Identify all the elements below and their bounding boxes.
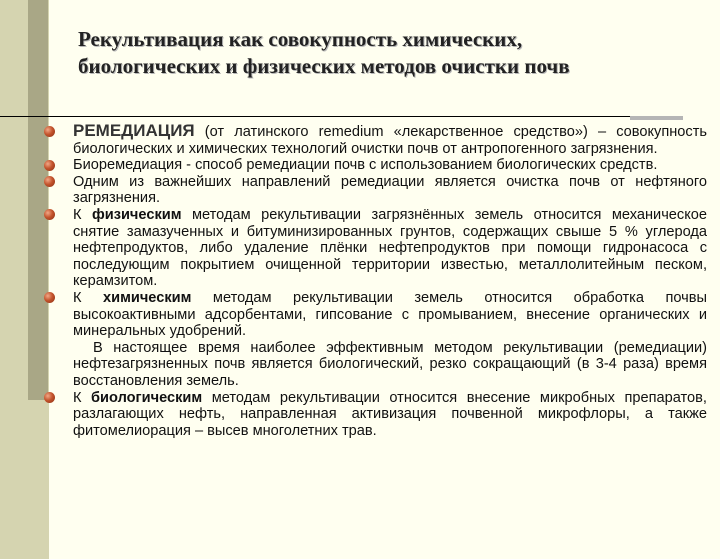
- bullet-item-remediation: [73, 123, 707, 157]
- bullet-item-chemical: [73, 290, 707, 340]
- note-paragraph: В настоящее время наиболее эффективным методом рекультивации (ремедиации) нефтезагрязненных почв является биологический, резко сокращающий (в 3-4 раза) время восстановления земель.: [73, 339, 707, 389]
- divider-accent: [630, 116, 683, 120]
- bullet-icon: [44, 160, 55, 171]
- bullet-item-biological: [73, 390, 707, 440]
- bullet-icon: [44, 126, 55, 137]
- title-line-2: биологических и физических методов очистки почв: [78, 54, 570, 78]
- bullet-item-physical: [73, 207, 707, 290]
- bullet-item-oil-cleanup: [73, 174, 707, 207]
- bullet-icon: [44, 176, 55, 187]
- term-biological: биологическим: [91, 389, 203, 406]
- item-text: методам рекультивации загрязнённых земель относится механическое снятие замазученных и битуминизированных грунтов, содержащих свыше 5 % углерода нефтепродуктов, либо удаление плёнки нефтепродуктов при помощи гидронасоса с последующим покрытием очищенной территории известью, металлолитейным песком, керамзитом.: [73, 206, 707, 290]
- item-text: Биоремедиация - способ ремедиации почв с использованием биологических средств.: [73, 157, 658, 174]
- item-prefix: К: [73, 206, 92, 223]
- item-text: (от латинского remedium «лекарственное средство») – совокупность биологических и химических технологий очистки почв от антропогенного загрязнения.: [73, 124, 707, 157]
- title-divider: [0, 116, 683, 117]
- item-text: методам рекультивации земель относится обработка почвы высокоактивными адсорбентами, гипсование с промыванием, внесение органических и минеральных удобрений.: [73, 289, 708, 340]
- bullet-item-bioremediation: [73, 157, 707, 174]
- bullet-icon: [44, 292, 55, 303]
- item-text: методам рекультивации относится внесение микробных препаратов, разлагающих нефть, направленная активизация почвенной микрофлоры, а также фитомелиорация – высев многолетних трав.: [73, 389, 707, 439]
- slide-title: [78, 26, 698, 80]
- term-chemical: химическим: [102, 289, 192, 306]
- bullet-icon: [44, 209, 55, 220]
- bullet-icon: [44, 392, 55, 403]
- slide-body: [73, 123, 707, 439]
- item-prefix: К: [73, 389, 92, 406]
- item-prefix: К: [73, 289, 103, 306]
- title-line-1: Рекультивация как совокупность химических,: [78, 27, 523, 51]
- left-accent-bar: [28, 0, 48, 400]
- term-physical: физическим: [91, 206, 182, 223]
- term-remediation: РЕМЕДИАЦИЯ: [73, 121, 195, 140]
- item-text: Одним из важнейших направлений ремедиации является очистка почв от нефтяного загрязнения.: [73, 173, 707, 207]
